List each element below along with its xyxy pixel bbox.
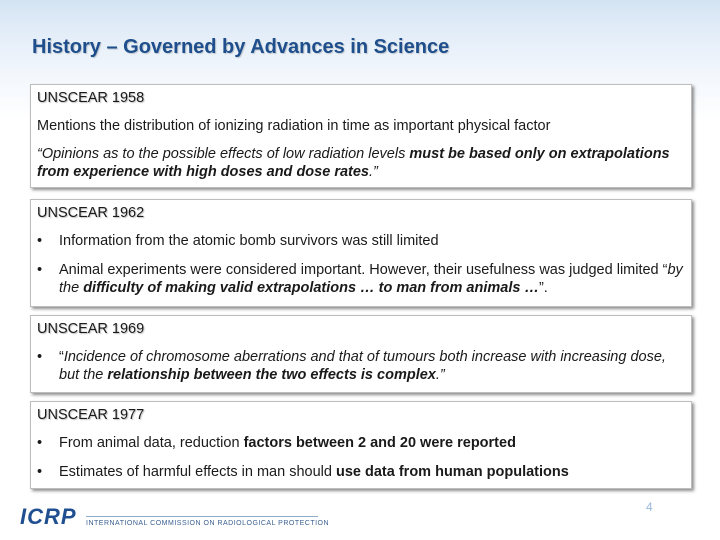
list-item (37, 348, 685, 384)
bullet-bold: difficulty of making valid extrapolations … to man from animals … (83, 280, 539, 296)
list-item (37, 232, 685, 250)
box-paragraph: Mentions the distribution of ionizing radiation in time as important physical factor (37, 118, 551, 134)
footer-divider (86, 516, 318, 517)
box-heading: UNSCEAR 1969 (37, 321, 145, 337)
box-heading: UNSCEAR 1958 (37, 90, 145, 106)
quote-close: .” (368, 164, 378, 180)
bullet-list (37, 232, 685, 297)
bullet-text: Information from the atomic bomb survivors was still limited (59, 233, 439, 249)
box-heading: UNSCEAR 1962 (37, 205, 145, 221)
list-item (37, 261, 685, 297)
bullet-bold: use data from human populations (335, 464, 569, 480)
page-number: 4 (646, 500, 653, 514)
bullet-open: “ (59, 349, 64, 365)
unscear-1969-box (30, 315, 692, 393)
box-quote (37, 145, 685, 181)
footer-org-name: INTERNATIONAL COMMISSION ON RADIOLOGICAL PROTECTION (86, 520, 330, 527)
unscear-1962-box (30, 199, 692, 307)
bullet-close: .” (435, 367, 445, 383)
bullet-list (37, 348, 685, 384)
bullet-close: ”. (538, 280, 548, 296)
list-item (37, 463, 685, 481)
quote-bold: must be based only on extrapolations from experience with high doses and dose rates (37, 146, 670, 180)
bullet-text: Animal experiments were considered important. However, their usefulness was judged limited “ (59, 262, 668, 278)
bullet-bold: relationship between the two effects is complex (107, 367, 436, 383)
bullet-dot: • (37, 349, 43, 365)
bullet-dot: • (37, 233, 43, 249)
unscear-1958-box (30, 84, 692, 188)
bullet-text: Estimates of harmful effects in man should (59, 464, 336, 480)
bullet-text: From animal data, reduction (59, 435, 244, 451)
slide-title: History – Governed by Advances in Science (32, 36, 450, 58)
unscear-1977-box (30, 401, 692, 489)
bullet-list (37, 434, 685, 481)
quote-open: “Opinions as to the possible effects of low radiation levels (37, 146, 410, 162)
bullet-italic: Incidence of chromosome aberrations and that of tumours both increase with increasing dose, but the (59, 349, 666, 383)
box-heading: UNSCEAR 1977 (37, 407, 145, 423)
list-item (37, 434, 685, 452)
bullet-italic: by the (59, 262, 683, 296)
bullet-bold: factors between 2 and 20 were reported (243, 435, 516, 451)
icrp-logo: ICRP (20, 504, 77, 529)
bullet-dot: • (37, 262, 43, 278)
bullet-dot: • (37, 464, 43, 480)
bullet-dot: • (37, 435, 43, 451)
